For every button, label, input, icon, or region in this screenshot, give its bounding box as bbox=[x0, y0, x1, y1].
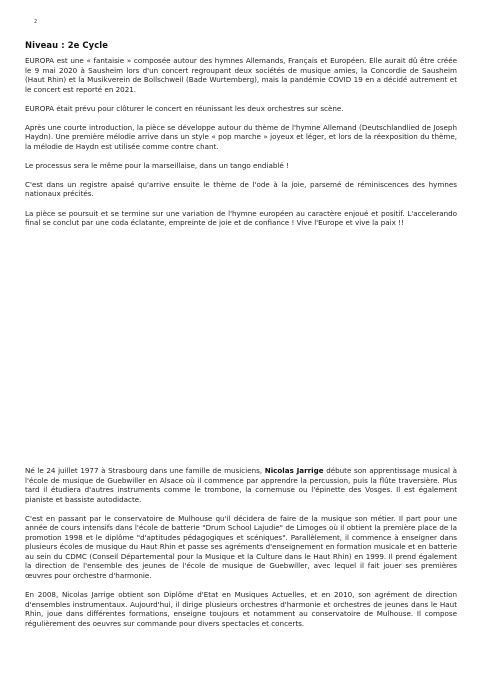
description-paragraph: Le processus sera le même pour la marseillaise, dans un tango endiablé ! bbox=[25, 160, 289, 170]
page-number: 2 bbox=[34, 19, 38, 25]
description-paragraph: C'est dans un registre apaisé qu'arrive ensuite le thème de l'ode à la joie, parsemé de réminiscences des hymnes nationaux précités. bbox=[25, 179, 457, 199]
biography-paragraph bbox=[25, 466, 457, 504]
composer-name: Nicolas Jarrige bbox=[264, 466, 324, 475]
level-heading: Niveau : 2e Cycle bbox=[25, 40, 109, 50]
biography-text: débute son apprentissage musical à l'école de musique de Guebwiller en Alsace où il commence par apprendre la percussion, puis la flûte traversière. Plus tard il étudiera d'autres instruments comme le trombone, la cornemuse ou l'épinette des Vosges. Il est également pianiste et bassiste autodidacte. bbox=[25, 466, 457, 504]
biography-text: Né le 24 juillet 1977 à Strasbourg dans une famille de musiciens, bbox=[25, 466, 265, 475]
piece-description bbox=[25, 56, 457, 237]
description-paragraph: La pièce se poursuit et se termine sur une variation de l'hymne européen au caractère enjoué et positif. L'accelerando final se conclut par une coda éclatante, empreinte de joie et de confiance ! Vive l'Europe et vive la paix !! bbox=[25, 208, 457, 228]
composer-biography bbox=[25, 466, 457, 638]
description-paragraph: EUROPA est une « fantaisie » composée autour des hymnes Allemands, Français et Européen. Elle aurait dû être créée le 9 mai 2020 à Sausheim lors d'un concert regroupant deux sociétés de musique amies, la Concordie de Sausheim (Haut Rhin) et la Musikverein de Bollschweil (Bade Wurtemberg), mais la pandémie COVID 19 en a décidé autrement et le concert est reporté en 2021. bbox=[25, 56, 457, 94]
description-paragraph: Après une courte introduction, la pièce se développe autour du thème de l'hymne Allemand (Deutschlandlied de Joseph Haydn). Une première mélodie arrive dans un style « pop marche » joyeux et léger, et lors de la réexposition du thème, la mélodie de Haydn est utilisée comme contre chant. bbox=[25, 122, 457, 151]
description-paragraph: EUROPA était prévu pour clôturer le concert en réunissant les deux orchestres sur scène. bbox=[25, 103, 344, 113]
biography-paragraph: C'est en passant par le conservatoire de Mulhouse qu'il décidera de faire de la musique son métier. Il part pour une année de cours intensifs dans l'école de batterie "Drum School Lajudie" de Limoges où il obtient la première place de la promotion 1998 et le diplôme "d'aptitudes pédagogiques et scéniques". Parallèlement, il commence à enseigner dans plusieurs écoles de musique du Haut Rhin et passe ses agréments d'enseignement en formation musicale et en batterie au sein du CDMC (Conseil Départemental pour la Musique et la Culture dans le Haut Rhin) en 1999. Il prend également la direction de l'ensemble des jeunes de l'école de musique de Guebwiller, avec lequel il fait jouer ses premières œuvres pour orchestre d'harmonie. bbox=[25, 513, 457, 580]
biography-paragraph: En 2008, Nicolas Jarrige obtient son Diplôme d'Etat en Musiques Actuelles, et en 2010, son agrément de direction d'ensembles instrumentaux. Aujourd'hui, il dirige plusieurs orchestres d'harmonie et orchestres de jeunes dans le Haut Rhin, joue dans différentes formations, enseigne toujours et notamment au conservatoire de Mulhouse. Il compose régulièrement des oeuvres sur commande pour divers spectacles et concerts. bbox=[25, 590, 457, 628]
